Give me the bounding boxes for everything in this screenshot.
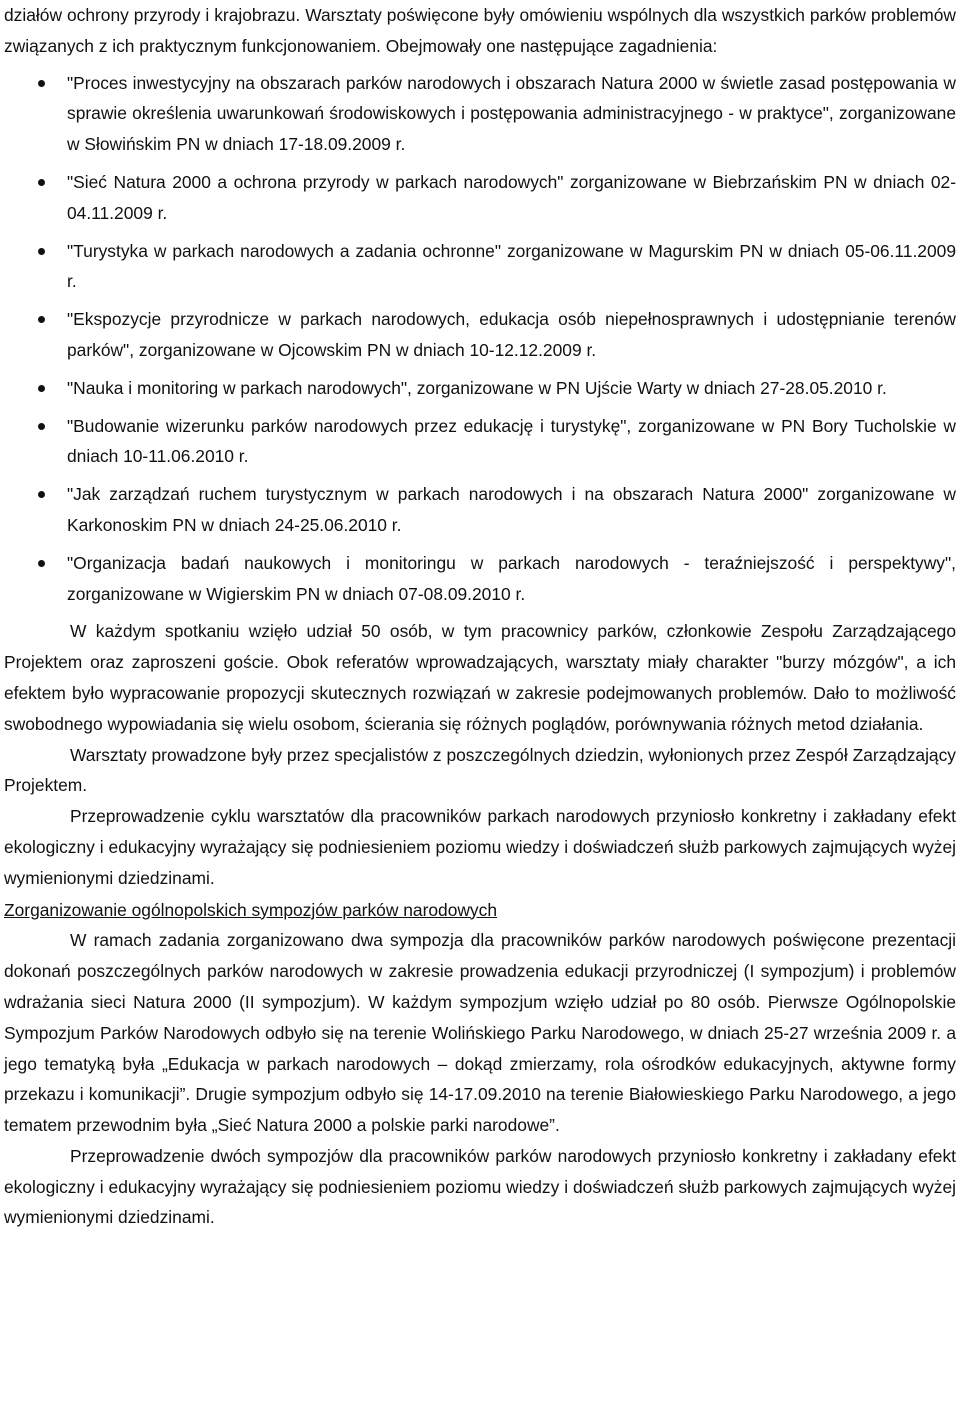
- symposia-paragraph: W ramach zadania zorganizowano dwa sympozja dla pracowników parków narodowych poświęcone prezentacji dokonań poszczególnych parków narodowych w zakresie prowadzenia edukacji przyrodniczej (I sympozjum) i problemów wdrażania sieci Natura 2000 (II sympozjum). W każdym sympozjum wzięło udział po 80 osób. Pierwsze Ogólnopolskie Sympozjum Parków Narodowych odbyło się na terenie Wolińskiego Parku Narodowego, w dniach 25-27 września 2009 r. a jego tematyką była „Edukacja w parkach narodowych – dokąd zmierzamy, rola ośrodków edukacyjnych, aktywne formy przekazu i komunikacji”. Drugie sympozjum odbyło się 14-17.09.2010 na terenie Białowieskiego Parku Narodowego, a jego tematem przewodnim była „Sieć Natura 2000 a polskie parki narodowe”.: [4, 930, 956, 1136]
- workshop-effect-paragraph: Przeprowadzenie cyklu warsztatów dla pracowników parkach narodowych przyniosło konkretny i zakładany efekt ekologiczny i edukacyjny wyrażający się podniesieniem poziomu wiedzy i doświadczeń służb parkowych zajmujących wyżej wymienionymi dziedzinami.: [4, 806, 956, 888]
- list-item: [4, 167, 956, 229]
- workshop-text: "Sieć Natura 2000 a ochrona przyrody w parkach narodowych" zorganizowane w Biebrzańskim PN w dniach 02-04.11.2009 r.: [67, 171, 956, 223]
- workshop-text: "Proces inwestycyjny na obszarach parków narodowych i obszarach Natura 2000 w świetle zasad postępowania w sprawie określenia uwarunkowań środowiskowych i postępowania administracyjnego - w praktyce", zorganizowane w Słowińskim PN w dniach 17-18.09.2009 r.: [67, 72, 956, 155]
- workshop-text: "Nauka i monitoring w parkach narodowych", zorganizowane w PN Ujście Warty w dniach 27-28.05.2010 r.: [67, 377, 887, 398]
- workshop-text: "Turystyka w parkach narodowych a zadania ochronne" zorganizowane w Magurskim PN w dniach 05-06.11.2009 r.: [67, 240, 956, 292]
- workshop-text: "Ekspozycje przyrodnicze w parkach narodowych, edukacja osób niepełnosprawnych i udostępnianie terenów parków", zorganizowane w Ojcowskim PN w dniach 10-12.12.2009 r.: [67, 309, 956, 360]
- list-item: [4, 479, 956, 541]
- workshop-list: [4, 68, 956, 610]
- list-item: [4, 548, 956, 610]
- bullet-icon: [38, 248, 45, 255]
- list-item: [4, 68, 956, 160]
- workshop-text: "Budowanie wizerunku parków narodowych przez edukację i turystykę", zorganizowane w PN Bory Tucholskie w dniach 10-11.06.2010 r.: [67, 415, 956, 467]
- bullet-icon: [38, 316, 45, 323]
- bullet-icon: [38, 423, 45, 430]
- bullet-icon: [38, 560, 45, 567]
- participants-paragraph: W każdym spotkaniu wzięło udział 50 osób, w tym pracownicy parków, członkowie Zespołu Zarządzającego Projektem oraz zaproszeni goście. Obok referatów wprowadzających, warsztaty miały charakter "burzy mózgów", a ich efektem było wypracowanie propozycji skutecznych rozwiązań w zakresie podejmowanych problemów. Dało to możliwość swobodnego wypowiadania się wielu osobom, ścierania się różnych poglądów, porównywania różnych metod działania.: [4, 621, 956, 734]
- intro-paragraph: działów ochrony przyrody i krajobrazu. Warsztaty poświęcone były omówieniu wspólnych dla wszystkich parków problemów związanych z ich praktycznym funkcjonowaniem. Obejmowały one następujące zagadnienia:: [4, 5, 956, 56]
- list-item: [4, 373, 956, 404]
- list-item: [4, 304, 956, 366]
- specialists-paragraph: Warsztaty prowadzone były przez specjalistów z poszczególnych dziedzin, wyłonionych przez Zespół Zarządzający Projektem.: [4, 744, 956, 796]
- section-heading: Zorganizowanie ogólnopolskich sympozjów parków narodowych: [4, 899, 497, 920]
- list-item: [4, 236, 956, 298]
- bullet-icon: [38, 80, 45, 87]
- symposia-effect-paragraph: Przeprowadzenie dwóch sympozjów dla pracowników parków narodowych przyniosło konkretny i zakładany efekt ekologiczny i edukacyjny wyrażający się podniesieniem poziomu wiedzy i doświadczeń służb parkowych zajmujących wyżej wymienionymi dziedzinami.: [4, 1145, 956, 1228]
- list-item: [4, 411, 956, 473]
- bullet-icon: [38, 179, 45, 186]
- bullet-icon: [38, 385, 45, 392]
- bullet-icon: [38, 491, 45, 498]
- workshop-text: "Organizacja badań naukowych i monitoringu w parkach narodowych - teraźniejszość i perspektywy", zorganizowane w Wigierskim PN w dniach 07-08.09.2010 r.: [67, 552, 956, 604]
- workshop-text: "Jak zarządzań ruchem turystycznym w parkach narodowych i na obszarach Natura 2000" zorganizowane w Karkonoskim PN w dniach 24-25.06.2010 r.: [67, 484, 956, 535]
